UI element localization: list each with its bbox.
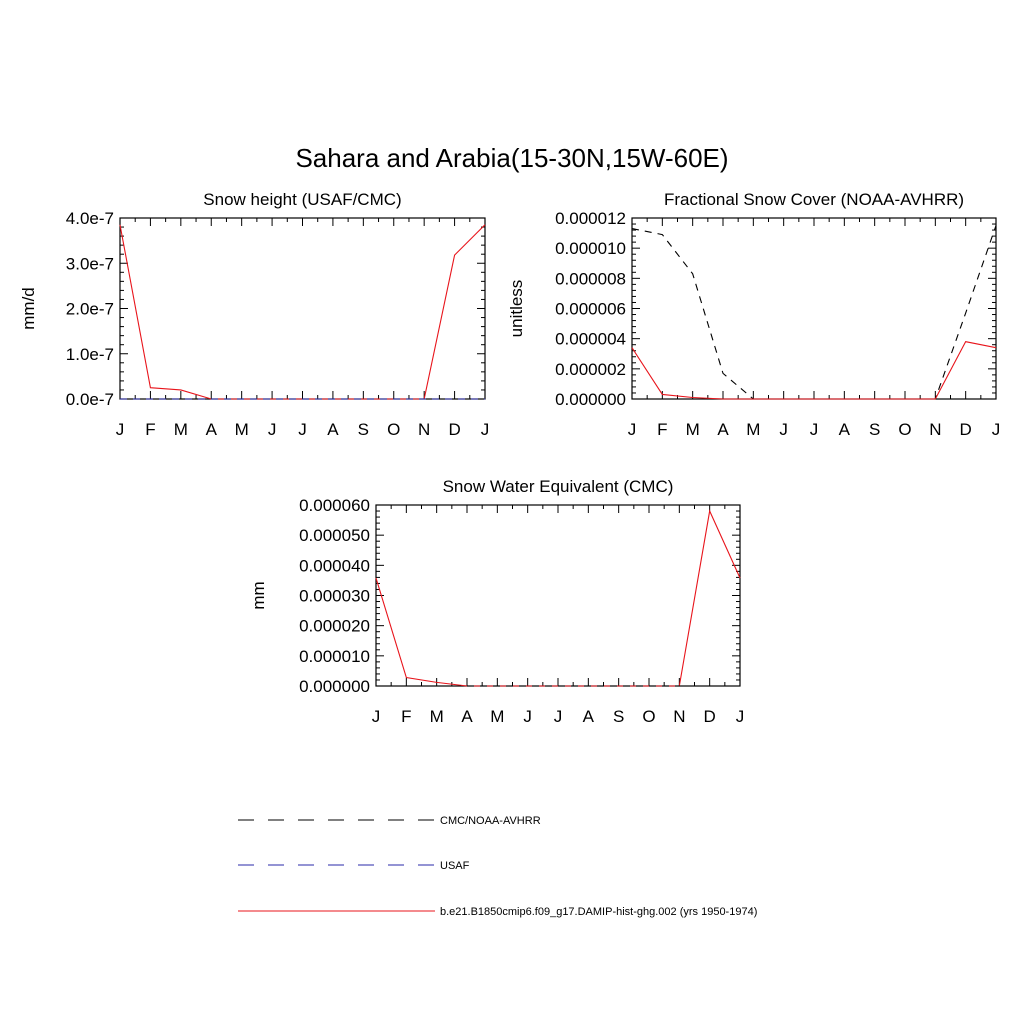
legend-label: USAF xyxy=(440,860,470,872)
x-tick-label: J xyxy=(115,420,125,439)
x-tick-label: M xyxy=(173,420,188,439)
x-tick-label: D xyxy=(959,420,972,439)
y-tick-label: 0.000000 xyxy=(555,390,626,409)
x-tick-label: O xyxy=(898,420,912,439)
x-tick-label: J xyxy=(267,420,277,439)
y-axis-label: unitless xyxy=(507,279,526,338)
panel-snow-water-equivalent xyxy=(249,477,744,726)
plot-frame xyxy=(376,505,740,686)
y-tick-label: 2.0e-7 xyxy=(65,299,114,319)
legend xyxy=(238,815,757,918)
y-tick-label: 0.000002 xyxy=(555,359,626,379)
x-tick-label: J xyxy=(735,707,745,726)
x-tick-label: J xyxy=(371,707,381,726)
y-axis-label: mm/d xyxy=(19,287,38,330)
x-tick-label: S xyxy=(357,420,370,439)
x-tick-label: A xyxy=(582,707,595,726)
y-tick-label: 0.000008 xyxy=(555,269,626,289)
legend-label: b.e21.B1850cmip6.f09_g17.DAMIP-hist-ghg.002 (yrs 1950-1974) xyxy=(440,906,758,918)
panel-snow-height xyxy=(19,190,489,439)
x-tick-label: M xyxy=(746,420,761,439)
x-tick-label: J xyxy=(627,420,637,439)
y-tick-label: 0.000060 xyxy=(299,496,370,515)
y-tick-label: 0.000006 xyxy=(555,299,626,319)
y-tick-label: 0.000030 xyxy=(299,586,370,606)
panel-title: Snow Water Equivalent (CMC) xyxy=(442,477,674,496)
x-tick-label: J xyxy=(779,420,788,439)
series-line xyxy=(632,226,996,399)
panel-fractional-snow-cover xyxy=(507,190,1000,439)
series-line xyxy=(632,342,996,399)
x-tick-label: N xyxy=(418,420,431,439)
y-tick-label: 0.000040 xyxy=(299,556,370,576)
x-tick-label: N xyxy=(673,707,686,726)
y-tick-label: 0.000012 xyxy=(555,209,626,228)
x-tick-label: J xyxy=(553,707,563,726)
x-tick-label: S xyxy=(612,707,625,726)
panel-title: Fractional Snow Cover (NOAA-AVHRR) xyxy=(663,190,965,209)
x-tick-label: J xyxy=(809,420,819,439)
x-tick-label: J xyxy=(523,707,532,726)
y-tick-label: 4.0e-7 xyxy=(65,209,114,228)
x-tick-label: F xyxy=(145,420,156,439)
y-tick-label: 0.0e-7 xyxy=(65,390,114,409)
x-tick-label: A xyxy=(717,420,729,439)
legend-label: CMC/NOAA-AVHRR xyxy=(440,815,541,827)
x-tick-label: F xyxy=(401,707,412,726)
x-tick-label: O xyxy=(642,707,656,726)
x-tick-label: M xyxy=(429,707,444,726)
x-tick-label: M xyxy=(490,707,505,726)
plot-frame xyxy=(632,218,996,399)
x-tick-label: J xyxy=(991,420,1001,439)
x-tick-label: A xyxy=(461,707,473,726)
y-axis-label: mm xyxy=(249,581,268,610)
x-tick-label: O xyxy=(387,420,401,439)
x-tick-label: M xyxy=(685,420,700,439)
x-tick-label: D xyxy=(448,420,461,439)
x-tick-label: M xyxy=(234,420,249,439)
x-tick-label: J xyxy=(480,420,490,439)
y-tick-label: 0.000010 xyxy=(299,646,370,666)
y-tick-label: 0.000020 xyxy=(299,616,370,636)
series-line xyxy=(120,225,485,399)
x-tick-label: D xyxy=(703,707,716,726)
y-tick-label: 0.000004 xyxy=(555,329,626,349)
x-tick-label: N xyxy=(929,420,942,439)
x-tick-label: A xyxy=(838,420,851,439)
x-tick-label: A xyxy=(327,420,339,439)
x-tick-label: A xyxy=(205,420,217,439)
panel-title: Snow height (USAF/CMC) xyxy=(203,190,402,209)
y-tick-label: 0.000000 xyxy=(299,677,370,696)
y-tick-label: 0.000010 xyxy=(555,239,626,259)
y-tick-label: 0.000050 xyxy=(299,526,370,546)
y-tick-label: 3.0e-7 xyxy=(65,254,114,274)
y-tick-label: 1.0e-7 xyxy=(65,344,114,364)
series-line xyxy=(376,511,740,686)
main-title: Sahara and Arabia(15-30N,15W-60E) xyxy=(295,143,729,173)
x-tick-label: F xyxy=(657,420,668,439)
x-tick-label: S xyxy=(868,420,881,439)
x-tick-label: J xyxy=(298,420,307,439)
